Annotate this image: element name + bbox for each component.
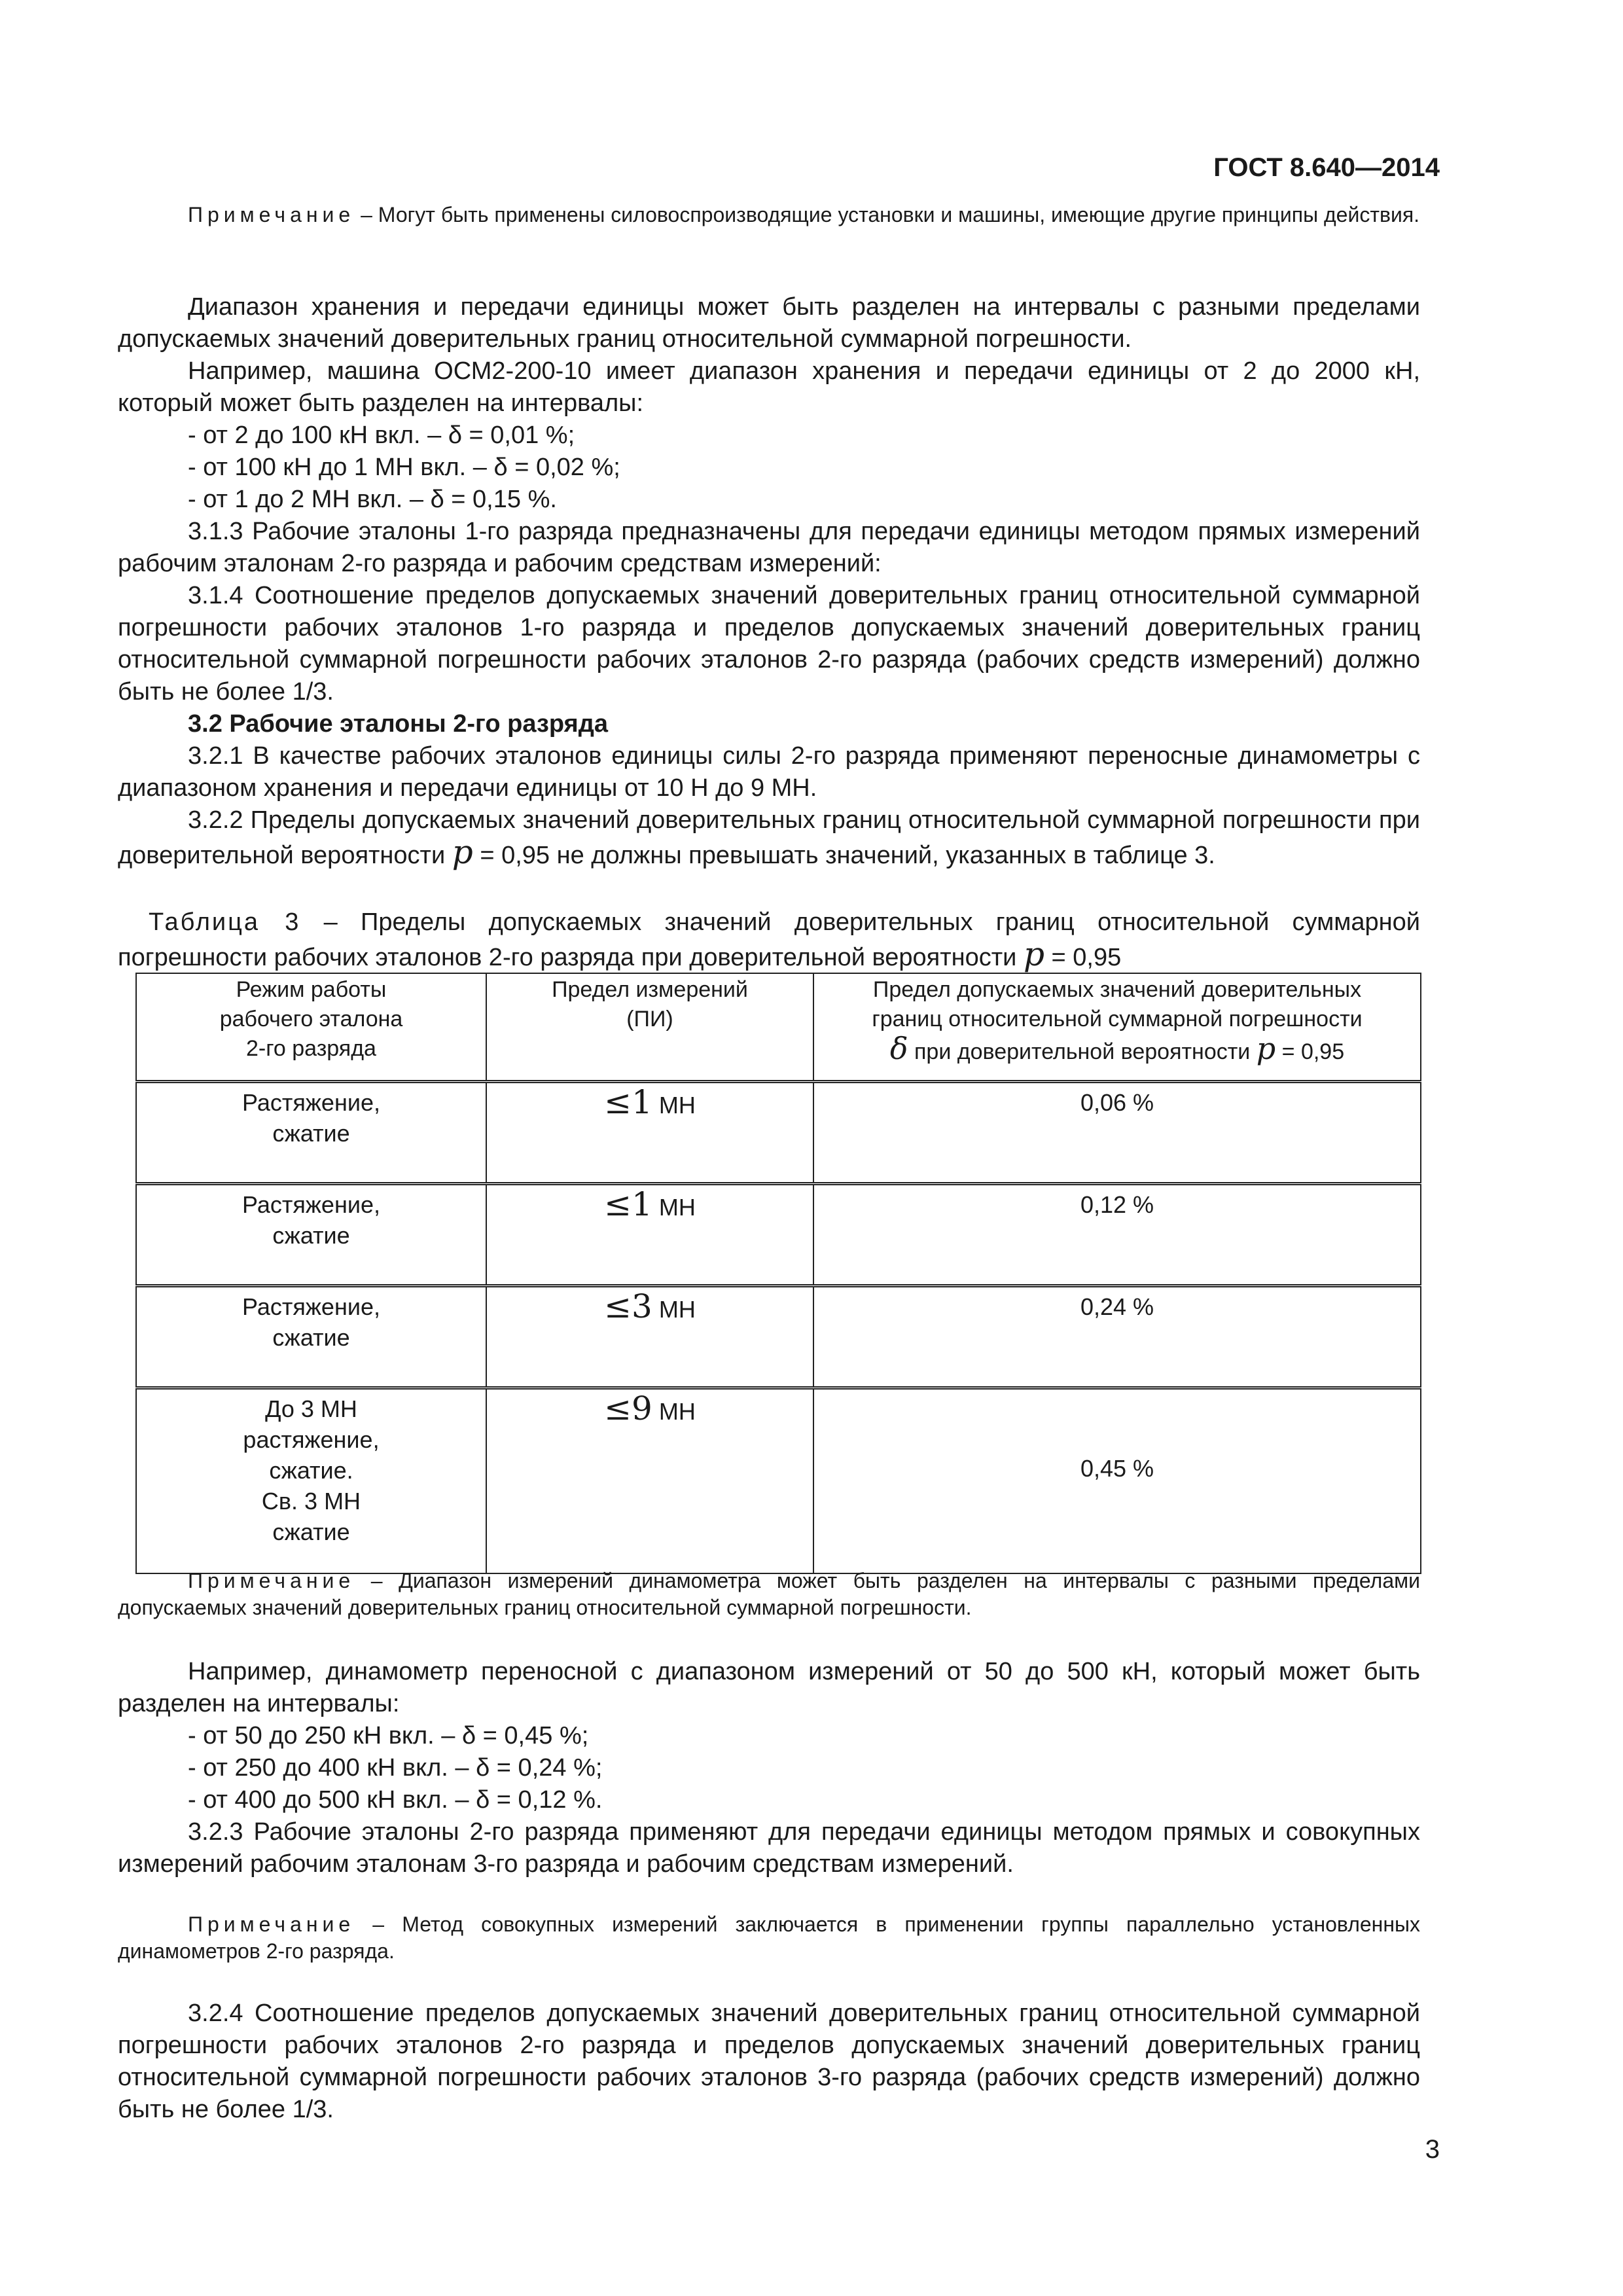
table-caption-text: – Пределы допускаемых значений доверительных границ относительной суммарной погрешности рабочих эталонов 2-го разряда при доверительной вероятности [118,908,1420,971]
table-cell-error: 0,24 % [813,1286,1421,1388]
note-label: Примечание [188,1912,355,1936]
note-text: – Диапазон измерений динамометра может быть разделен на интервалы с разными пределами допускаемых значений доверительных границ относительной суммарной погрешности. [118,1569,1420,1619]
table-cell-limit: ≤9 МН [486,1388,813,1574]
table-caption [118,906,1420,974]
table-caption-value: = 0,95 [1044,944,1122,971]
paragraph-3-2-4: 3.2.4 Соотношение пределов допускаемых значений доверительных границ относительной суммарной погрешности рабочих эталонов 2-го разряда и пределов допускаемых значений доверительных границ относительной суммарной погрешности рабочих эталонов 3-го разряда (рабочих средств измерений) должно быть не более 1/3. [118,2000,1420,2123]
table-header-mode: Режим работы рабочего эталона 2-го разряда [136,973,486,1082]
interval-list-1 [188,420,620,516]
table-cell-limit: ≤1 МН [486,1184,813,1286]
probability-symbol: p [452,833,473,871]
interval-item: - от 400 до 500 кН вкл. – δ = 0,12 %. [188,1786,603,1814]
table-header-error: Предел допускаемых значений доверительных границ относительной суммарной погрешности δ при доверительной вероятности p = 0,95 [813,973,1421,1082]
table-caption-label: Таблица 3 [149,908,301,936]
paragraph-example-2: Например, динамометр переносной с диапазоном измерений от 50 до 500 кН, который может быть разделен на интервалы: [118,1658,1420,1717]
table-cell-mode: Растяжение, сжатие [136,1082,486,1184]
table-3 [135,973,1421,1574]
probability-symbol: p [1256,1031,1276,1066]
note-label: Примечание [188,203,355,226]
note-2 [118,1568,1420,1621]
interval-item: - от 50 до 250 кН вкл. – δ = 0,45 %; [188,1722,589,1749]
note-1 [118,202,1420,228]
document-header: ГОСТ 8.640—2014 [1213,153,1440,182]
table-row [136,1388,1421,1574]
table-header-limit: Предел измерений (ПИ) [486,973,813,1082]
table-cell-error: 0,45 % [813,1388,1421,1574]
paragraph-3-2-3: 3.2.3 Рабочие эталоны 2-го разряда применяют для передачи единицы методом прямых и совокупных измерений рабочим эталонам 3-го разряда и рабочим средствам измерений. [118,1818,1420,1878]
table-cell-error: 0,12 % [813,1184,1421,1286]
table-row [136,1286,1421,1388]
probability-symbol: p [1023,935,1044,973]
table-header-row [136,973,1421,1082]
note-text: – Метод совокупных измерений заключается в применении группы параллельно установленных динамометров 2-го разряда. [118,1912,1420,1963]
note-label: Примечание [188,1569,355,1592]
interval-item: - от 1 до 2 МН вкл. – δ = 0,15 %. [188,486,557,513]
interval-item: - от 2 до 100 кН вкл. – δ = 0,01 %; [188,422,575,449]
table-cell-mode: До 3 МН растяжение, сжатие. Св. 3 МН сжатие [136,1388,486,1574]
paragraph-3-1-3: 3.1.3 Рабочие эталоны 1-го разряда предназначены для передачи единицы методом прямых измерений рабочим эталонам 2-го разряда и рабочим средствам измерений: [118,518,1420,577]
interval-item: - от 250 до 400 кН вкл. – δ = 0,24 %; [188,1754,603,1782]
paragraph-3-2-1: 3.2.1 В качестве рабочих эталонов единицы силы 2-го разряда применяют переносные динамометры с диапазоном хранения и передачи единицы от 10 Н до 9 МН. [118,742,1420,802]
table-cell-mode: Растяжение, сжатие [136,1286,486,1388]
paragraph-3-2-2 [118,804,1420,872]
paragraph-3-1-4: 3.1.4 Соотношение пределов допускаемых значений доверительных границ относительной суммарной погрешности рабочих эталонов 1-го разряда и пределов допускаемых значений доверительных границ относительной суммарной погрешности рабочих эталонов 2-го разряда (рабочих средств измерений) должно быть не более 1/3. [118,582,1420,706]
paragraph-example-1: Например, машина ОСМ2-200-10 имеет диапазон хранения и передачи единицы от 2 до 2000 кН, который может быть разделен на интервалы: [118,357,1420,417]
table-cell-mode: Растяжение, сжатие [136,1184,486,1286]
note-text: – Могут быть применены силовоспроизводящие установки и машины, имеющие другие принципы действия. [355,203,1420,226]
table-cell-error: 0,06 % [813,1082,1421,1184]
paragraph-text: = 0,95 не должны превышать значений, указанных в таблице 3. [473,842,1215,869]
table-cell-limit: ≤3 МН [486,1286,813,1388]
paragraph-range: Диапазон хранения и передачи единицы может быть разделен на интервалы с разными пределами допускаемых значений доверительных границ относительной суммарной погрешности. [118,293,1420,353]
table-cell-limit: ≤1 МН [486,1082,813,1184]
table-row [136,1184,1421,1286]
paragraph-text: 3.2.2 Пределы допускаемых значений доверительных границ относительной суммарной погрешности при доверительной вероятности [118,806,1420,869]
page-number: 3 [1425,2135,1440,2164]
section-heading-3-2: 3.2 Рабочие эталоны 2-го разряда [188,710,608,738]
interval-list-2 [188,1720,602,1816]
note-3 [118,1911,1420,1965]
interval-item: - от 100 кН до 1 МН вкл. – δ = 0,02 %; [188,454,620,481]
table-row [136,1082,1421,1184]
delta-symbol: δ [889,1031,908,1066]
